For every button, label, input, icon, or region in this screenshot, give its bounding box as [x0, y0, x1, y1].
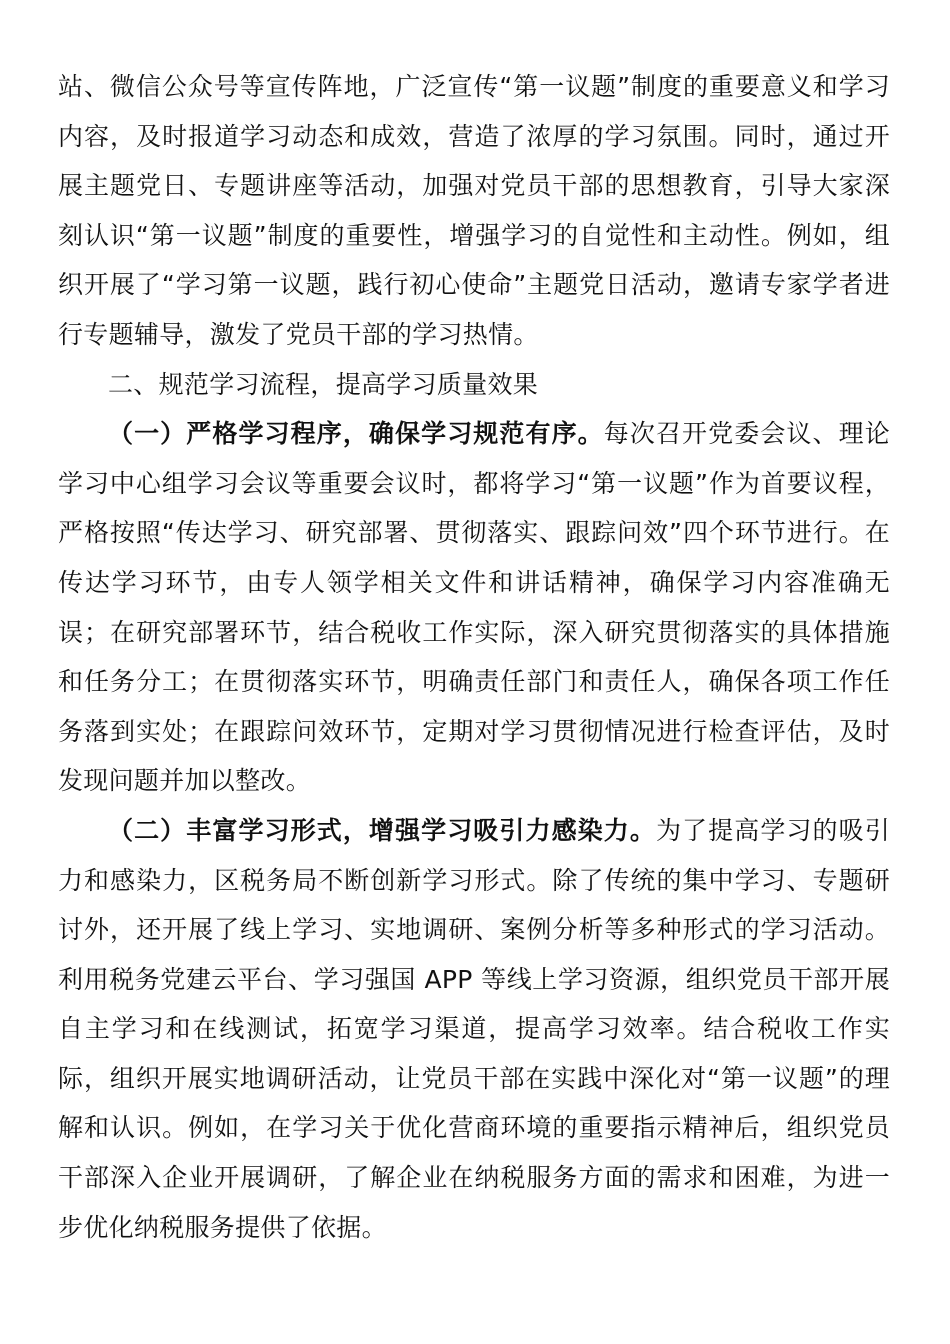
section-heading-text: 二、规范学习流程，提高学习质量效果 [108, 369, 539, 399]
paragraph-subsection-1 [58, 409, 890, 806]
subsection-lead-2: （二）丰富学习形式，增强学习吸引力感染力。 [108, 815, 656, 845]
paragraph-subsection-2 [58, 806, 890, 1252]
paragraph-text: 站、微信公众号等宣传阵地，广泛宣传“第一议题”制度的重要意义和学习内容，及时报道学习动态和成效，营造了浓厚的学习氛围。同时，通过开展主题党日、专题讲座等活动，加强对党员干部的思想教育，引导大家深刻认识“第一议题”制度的重要性，增强学习的自觉性和主动性。例如，组织开展了“学习第一议题，践行初心使命”主题党日活动，邀请专家学者进行专题辅导，激发了党员干部的学习热情。 [58, 72, 890, 349]
paragraph-continuation [58, 62, 890, 360]
document-page [58, 62, 890, 1252]
paragraph-text: 每次召开党委会议、理论学习中心组学习会议等重要会议时，都将学习“第一议题”作为首要议程，严格按照“传达学习、研究部署、贯彻落实、跟踪问效”四个环节进行。在传达学习环节，由专人领学相关文件和讲话精神，确保学习内容准确无误；在研究部署环节，结合税收工作实际，深入研究贯彻落实的具体措施和任务分工；在贯彻落实环节，明确责任部门和责任人，确保各项工作任务落到实处；在跟踪问效环节，定期对学习贯彻情况进行检查评估，及时发现问题并加以整改。 [58, 419, 890, 796]
section-heading [58, 360, 890, 410]
paragraph-text: 为了提高学习的吸引力和感染力，区税务局不断创新学习形式。除了传统的集中学习、专题研讨外，还开展了线上学习、实地调研、案例分析等多种形式的学习活动。利用税务党建云平台、学习强国 APP 等线上学习资源，组织党员干部开展自主学习和在线测试，拓宽学习渠道，提高学习效率。结合税收工作实际，组织开展实地调研活动，让党员干部在实践中深化对“第一议题”的理解和认识。例如，在学习关于优化营商环境的重要指示精神后，组织党员干部深入企业开展调研，了解企业在纳税服务方面的需求和困难，为进一步优化纳税服务提供了依据。 [58, 815, 890, 1242]
subsection-lead-1: （一）严格学习程序，确保学习规范有序。 [108, 419, 604, 449]
